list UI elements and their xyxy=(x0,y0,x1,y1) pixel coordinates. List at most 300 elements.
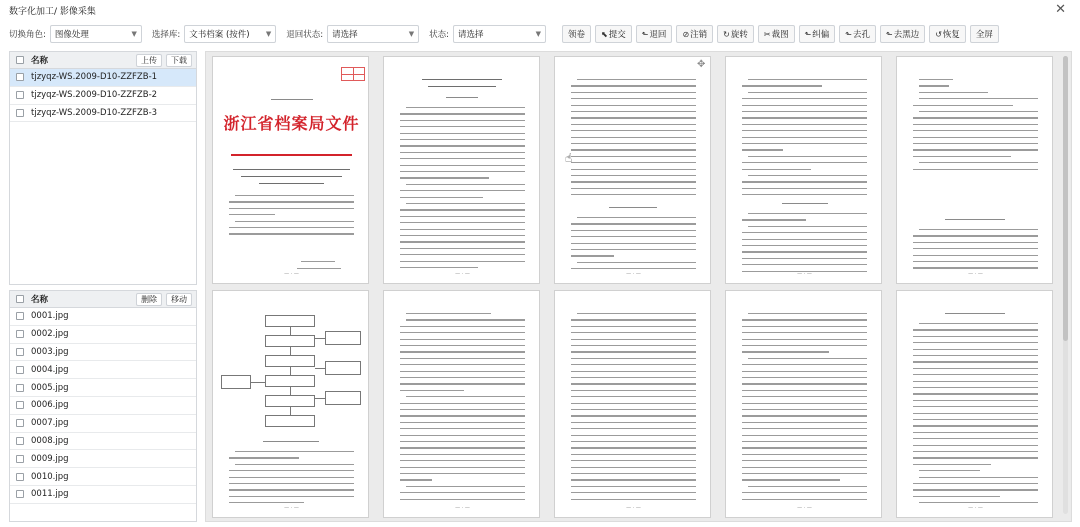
file-name: 0006.jpg xyxy=(31,400,69,411)
page-thumbnail-5[interactable] xyxy=(896,56,1053,284)
scanned-text-line xyxy=(913,368,1038,369)
file-name: 0003.jpg xyxy=(31,346,69,357)
list-item[interactable] xyxy=(10,468,196,486)
scanned-text-line xyxy=(571,268,696,269)
scanned-text-line xyxy=(913,242,1038,243)
cancel-button-label: 注销 xyxy=(690,30,708,40)
row-checkbox[interactable] xyxy=(16,312,24,320)
scanned-text-line xyxy=(400,120,525,121)
scanned-text-line xyxy=(400,467,525,468)
scanned-text-line xyxy=(742,345,867,346)
submit-icon: ⬉ xyxy=(601,29,608,39)
scanned-text-line xyxy=(400,415,525,416)
row-checkbox[interactable] xyxy=(16,384,24,392)
scanned-text-line xyxy=(571,149,696,150)
list-item[interactable] xyxy=(10,450,196,468)
scanned-text-line xyxy=(742,383,867,384)
page-thumbnail-2[interactable] xyxy=(383,56,540,284)
scanned-text-line xyxy=(571,358,696,359)
remove-holes-button[interactable] xyxy=(839,25,876,43)
row-checkbox[interactable] xyxy=(16,473,24,481)
scanned-text-line xyxy=(913,451,1038,452)
scanned-text-line xyxy=(913,143,1038,144)
title-bar xyxy=(0,0,1080,20)
scanned-text-line xyxy=(913,413,1038,414)
scanned-text-line xyxy=(571,181,696,182)
scanned-text-line xyxy=(400,326,525,327)
scanned-text-line xyxy=(229,477,354,478)
chevron-down-icon: ▼ xyxy=(131,30,137,38)
scanned-text-line xyxy=(913,255,1038,256)
scanned-text-line xyxy=(913,156,1011,157)
scanned-text-line xyxy=(742,105,867,106)
file-name: 0004.jpg xyxy=(31,364,69,375)
scanned-text-line xyxy=(301,261,335,262)
scanned-text-line xyxy=(571,98,696,99)
flowchart-connector xyxy=(315,338,325,339)
scanned-text-line xyxy=(571,156,696,157)
scanned-text-line xyxy=(913,105,1013,106)
cancel-button[interactable] xyxy=(676,25,713,43)
scanned-text-line xyxy=(400,145,525,146)
chevron-down-icon: ▼ xyxy=(535,30,541,38)
scanned-text-line xyxy=(919,323,1038,324)
return-button[interactable] xyxy=(636,25,673,43)
scanned-text-line xyxy=(235,451,354,452)
return-status-label: 退回状态: xyxy=(286,30,324,40)
row-checkbox[interactable] xyxy=(16,348,24,356)
library-select[interactable] xyxy=(184,25,276,43)
scanned-text-line xyxy=(229,208,354,209)
scanned-text-line xyxy=(571,486,696,487)
scanned-text-line xyxy=(406,107,525,108)
scanned-text-line xyxy=(742,499,867,500)
submit-button[interactable] xyxy=(595,25,632,43)
restore-button[interactable] xyxy=(929,25,966,43)
scanned-text-line xyxy=(229,489,354,490)
scanned-text-line xyxy=(571,230,696,231)
flowchart-box xyxy=(221,375,251,389)
file-name: 0001.jpg xyxy=(31,311,69,322)
scanned-text-line xyxy=(571,332,696,333)
scanned-text-line xyxy=(400,358,525,359)
scanned-text-line xyxy=(742,409,867,410)
scanned-text-line xyxy=(742,351,829,352)
flowchart-box xyxy=(325,361,361,375)
flowchart-connector xyxy=(290,327,291,335)
scanned-text-line xyxy=(577,217,696,218)
scanned-text-line xyxy=(406,313,491,314)
scanned-text-line xyxy=(422,79,502,80)
scanned-text-line xyxy=(742,124,867,125)
chevron-down-icon: ▼ xyxy=(265,30,272,38)
page-thumbnail-7[interactable] xyxy=(383,290,540,518)
remove-holes-icon: ⬑ xyxy=(845,29,852,39)
scanned-text-line xyxy=(571,492,696,493)
left-pane xyxy=(9,51,197,522)
scanned-text-line xyxy=(571,428,696,429)
list-item[interactable] xyxy=(10,326,196,344)
submit-button-label: 提交 xyxy=(608,30,626,40)
scanned-text-line xyxy=(742,403,867,404)
fullscreen-button-label: 全屏 xyxy=(975,30,993,40)
file-name: 0010.jpg xyxy=(31,471,69,482)
delete-button[interactable]: 删除 xyxy=(136,293,162,306)
scanned-text-line xyxy=(571,351,696,352)
scanned-text-line xyxy=(913,483,1038,484)
scanned-text-line xyxy=(742,422,867,423)
viewer-scrollbar[interactable] xyxy=(1063,56,1068,514)
return-status-value: 请选择 xyxy=(332,30,358,40)
close-icon[interactable]: ✕ xyxy=(1055,2,1066,17)
flowchart-box xyxy=(325,331,361,345)
scanned-text-line xyxy=(571,243,696,244)
flowchart-box xyxy=(265,395,315,407)
table-row[interactable] xyxy=(10,105,196,123)
scanned-text-line xyxy=(229,496,354,497)
scanned-text-line xyxy=(571,454,696,455)
scanned-text-line xyxy=(913,438,1038,439)
scanned-text-line xyxy=(913,381,1038,382)
scanned-text-line xyxy=(742,130,867,131)
scanned-text-line xyxy=(400,216,525,217)
scanned-text-line xyxy=(400,435,525,436)
scanned-text-line xyxy=(919,92,988,93)
list-item[interactable] xyxy=(10,308,196,326)
flowchart-box xyxy=(265,415,315,427)
role-label: 切换角色: xyxy=(9,30,46,40)
page-thumbnail-3[interactable] xyxy=(554,56,711,284)
list-item[interactable] xyxy=(10,361,196,379)
scanned-text-line xyxy=(742,447,867,448)
scanned-text-line xyxy=(400,479,432,480)
scanned-text-line xyxy=(913,169,1038,170)
flowchart-connector xyxy=(290,387,291,395)
flowchart-box xyxy=(265,375,315,387)
name-column-header: 名称 xyxy=(31,295,49,305)
restore-button-label: 恢复 xyxy=(942,30,960,40)
scanned-text-line xyxy=(913,387,1038,388)
scanned-text-line xyxy=(742,371,867,372)
volume-grid-header xyxy=(10,52,196,69)
scanned-text-line xyxy=(400,158,525,159)
flowchart-box xyxy=(265,335,315,347)
return-status-select[interactable] xyxy=(327,25,419,43)
scanned-text-line xyxy=(571,409,696,410)
library-select-value: 文书档案 (按件) xyxy=(189,30,250,40)
scanned-text-line xyxy=(742,441,867,442)
claim-button[interactable] xyxy=(562,25,591,43)
scanned-text-line xyxy=(577,262,696,263)
scanned-text-line xyxy=(571,441,696,442)
scanned-text-line xyxy=(400,254,525,255)
scanned-text-line xyxy=(400,133,525,134)
list-item[interactable] xyxy=(10,344,196,362)
scanned-text-line xyxy=(241,176,342,177)
rotate-button[interactable] xyxy=(717,25,754,43)
scanned-text-line xyxy=(742,435,867,436)
page-thumbnail-8[interactable] xyxy=(554,290,711,518)
flowchart-box xyxy=(325,391,361,405)
scanned-text-line xyxy=(400,339,525,340)
scanned-text-line xyxy=(406,319,525,320)
scanned-text-line xyxy=(571,460,696,461)
scanned-text-line xyxy=(609,207,657,208)
scanned-text-line xyxy=(742,339,867,340)
page-thumbnail-4[interactable] xyxy=(725,56,882,284)
scanned-text-line xyxy=(742,181,867,182)
row-checkbox[interactable] xyxy=(16,455,24,463)
scanned-text-line xyxy=(571,188,696,189)
scanned-text-line xyxy=(748,313,867,314)
scanned-text-line xyxy=(235,464,354,465)
scanned-text-line xyxy=(400,139,525,140)
page-number-mark: — · — xyxy=(968,505,983,511)
scanned-text-line xyxy=(913,261,1038,262)
list-item[interactable] xyxy=(10,433,196,451)
scanned-text-line xyxy=(742,149,783,150)
scanned-text-line xyxy=(742,460,867,461)
image-grid-header xyxy=(10,291,196,308)
scanned-text-line xyxy=(748,486,867,487)
crop-button-label: 裁图 xyxy=(771,30,789,40)
scanned-text-line xyxy=(571,339,696,340)
page-number-mark: — · — xyxy=(284,271,299,277)
fullscreen-button[interactable] xyxy=(970,25,999,43)
scanned-text-line xyxy=(571,345,696,346)
flowchart-box xyxy=(265,355,315,367)
page-number-mark: — · — xyxy=(626,505,641,511)
page-thumbnail-1[interactable] xyxy=(212,56,369,284)
scanned-text-line xyxy=(571,364,696,365)
image-viewer[interactable] xyxy=(205,51,1072,522)
row-checkbox[interactable] xyxy=(16,490,24,498)
scanned-text-line xyxy=(913,349,1038,350)
rotate-button-label: 旋转 xyxy=(730,30,748,40)
select-all-checkbox[interactable] xyxy=(16,295,24,303)
scanned-text-line xyxy=(571,415,696,416)
flowchart-connector xyxy=(315,398,325,399)
file-name: 0008.jpg xyxy=(31,435,69,446)
download-button[interactable]: 下载 xyxy=(166,54,192,67)
upload-button[interactable]: 上传 xyxy=(136,54,162,67)
row-name: tjzyqz-WS.2009-D10-ZZFZB-2 xyxy=(31,90,158,101)
scanned-text-line xyxy=(400,473,525,474)
select-all-checkbox[interactable] xyxy=(16,56,24,64)
scanned-text-line xyxy=(748,213,867,214)
list-item[interactable] xyxy=(10,486,196,504)
scanned-text-line xyxy=(919,111,1038,112)
action-buttons xyxy=(562,25,1003,43)
flowchart-connector xyxy=(290,347,291,355)
list-item[interactable] xyxy=(10,397,196,415)
scanned-text-line xyxy=(400,126,525,127)
scanned-text-line xyxy=(913,355,1038,356)
scanned-text-line xyxy=(259,183,324,184)
file-name: 0007.jpg xyxy=(31,418,69,429)
scanned-text-line xyxy=(229,483,354,484)
scanned-text-line xyxy=(742,264,867,265)
row-checkbox[interactable] xyxy=(16,366,24,374)
row-checkbox[interactable] xyxy=(16,401,24,409)
scanned-text-line xyxy=(571,326,696,327)
row-checkbox[interactable] xyxy=(16,437,24,445)
scanned-text-line xyxy=(400,165,525,166)
scanned-text-line xyxy=(400,422,525,423)
scanned-text-line xyxy=(742,479,840,480)
flowchart-connector xyxy=(251,382,265,383)
table-row[interactable] xyxy=(10,87,196,105)
scanned-text-line xyxy=(748,79,867,80)
scanned-text-line xyxy=(571,447,696,448)
list-item[interactable] xyxy=(10,379,196,397)
scanned-text-line xyxy=(571,435,696,436)
scanned-text-line xyxy=(400,171,525,172)
scanned-text-line xyxy=(400,409,525,410)
scanned-text-line xyxy=(400,209,525,210)
scanned-text-line xyxy=(742,98,867,99)
crop-button[interactable] xyxy=(758,25,795,43)
scanned-text-line xyxy=(571,467,696,468)
scanned-text-line xyxy=(913,342,1038,343)
filter-toolbar xyxy=(0,22,1080,46)
row-checkbox[interactable] xyxy=(16,330,24,338)
scanned-text-line xyxy=(400,351,525,352)
scanned-text-line xyxy=(571,223,696,224)
role-select-value: 图像处理 xyxy=(54,30,89,40)
page-number-mark: — · — xyxy=(797,505,812,511)
scanned-text-line xyxy=(406,396,525,397)
scanned-text-line xyxy=(400,454,525,455)
scanned-text-line xyxy=(229,214,275,215)
scanned-text-line xyxy=(235,195,354,196)
scanned-text-line xyxy=(571,479,696,480)
scanned-text-line xyxy=(913,329,1038,330)
scanned-text-line xyxy=(263,441,319,442)
scanned-text-line xyxy=(400,403,525,404)
scanned-text-line xyxy=(577,79,696,80)
status-label: 状态: xyxy=(429,30,449,40)
scanned-text-line xyxy=(742,467,867,468)
scanned-text-line xyxy=(571,371,696,372)
scanned-text-line xyxy=(945,313,1005,314)
scrollbar-thumb[interactable] xyxy=(1063,56,1068,341)
table-row[interactable] xyxy=(10,69,196,87)
page-thumbnail-6[interactable] xyxy=(212,290,369,518)
scanned-text-line xyxy=(742,415,867,416)
scanned-text-line xyxy=(913,235,1038,236)
scanned-text-line xyxy=(742,390,867,391)
scanned-text-line xyxy=(235,221,354,222)
scanned-text-line xyxy=(742,258,867,259)
scanned-text-line xyxy=(913,419,1038,420)
scanned-text-line xyxy=(742,332,867,333)
scanned-text-line xyxy=(571,130,696,131)
page-thumbnail-10[interactable] xyxy=(896,290,1053,518)
scanned-text-line xyxy=(571,422,696,423)
flowchart-connector xyxy=(315,368,325,369)
scanned-text-line xyxy=(919,162,1038,163)
scanned-text-line xyxy=(428,86,496,87)
deskew-icon: ⬑ xyxy=(804,29,812,39)
scanned-text-line xyxy=(913,248,1038,249)
scanned-text-line xyxy=(229,227,354,228)
scanned-text-line xyxy=(913,406,1038,407)
scanned-text-line xyxy=(742,326,867,327)
scanned-text-line xyxy=(913,457,1038,458)
file-name: 0011.jpg xyxy=(31,489,69,500)
deskew-button[interactable] xyxy=(799,25,836,43)
scanned-text-line xyxy=(229,233,354,234)
scanned-text-line xyxy=(400,267,478,268)
scanned-text-line xyxy=(913,432,1038,433)
scanned-text-line xyxy=(913,124,1038,125)
scanned-text-line xyxy=(400,364,525,365)
remove-black-border-button[interactable] xyxy=(880,25,925,43)
scanned-text-line xyxy=(913,496,1000,497)
list-item[interactable] xyxy=(10,415,196,433)
status-select[interactable] xyxy=(453,25,546,43)
scanned-text-line xyxy=(742,251,867,252)
scanned-text-line xyxy=(571,255,614,256)
scanned-text-line xyxy=(913,336,1038,337)
scanned-text-line xyxy=(400,345,525,346)
scanned-text-line xyxy=(919,502,1038,503)
row-checkbox[interactable] xyxy=(16,73,24,81)
page-number-mark: — · — xyxy=(284,505,299,511)
scanned-text-line xyxy=(571,162,696,163)
scanned-text-line xyxy=(571,85,696,86)
document-red-title: 浙江省档案局文件 xyxy=(223,114,360,133)
scanned-text-line xyxy=(748,358,867,359)
scanned-text-line xyxy=(913,149,1038,150)
scanned-text-line xyxy=(913,361,1038,362)
page-number-mark: — · — xyxy=(455,271,470,277)
scanned-text-line xyxy=(571,137,696,138)
scanned-text-line xyxy=(571,249,696,250)
page-number-mark: — · — xyxy=(968,271,983,277)
scanned-text-line xyxy=(400,241,525,242)
row-checkbox[interactable] xyxy=(16,419,24,427)
role-select[interactable] xyxy=(50,25,142,43)
row-checkbox[interactable] xyxy=(16,91,24,99)
image-grid xyxy=(9,290,197,522)
file-name: 0009.jpg xyxy=(31,453,69,464)
scanned-text-line xyxy=(742,169,811,170)
remove-border-icon: ⬑ xyxy=(886,29,893,39)
scanned-text-line xyxy=(748,175,867,176)
scanned-text-line xyxy=(400,332,525,333)
flowchart-connector xyxy=(290,407,291,415)
scanned-text-line xyxy=(400,499,525,500)
page-number-mark: — · — xyxy=(797,271,812,277)
scanned-text-line xyxy=(229,470,354,471)
scanned-text-line xyxy=(229,457,299,458)
move-button[interactable]: 移动 xyxy=(166,293,192,306)
scanned-text-line xyxy=(400,390,464,391)
scanned-text-line xyxy=(400,248,525,249)
scanned-text-line xyxy=(913,267,1038,268)
page-thumbnail-9[interactable] xyxy=(725,290,882,518)
library-label: 选择库: xyxy=(151,30,181,40)
scanned-text-line xyxy=(400,447,525,448)
scanned-text-line xyxy=(742,162,867,163)
scanned-text-line xyxy=(571,92,696,93)
scanned-text-line xyxy=(913,425,1038,426)
row-checkbox[interactable] xyxy=(16,109,24,117)
scanned-text-line xyxy=(271,99,313,100)
scanned-text-line xyxy=(913,393,1038,394)
